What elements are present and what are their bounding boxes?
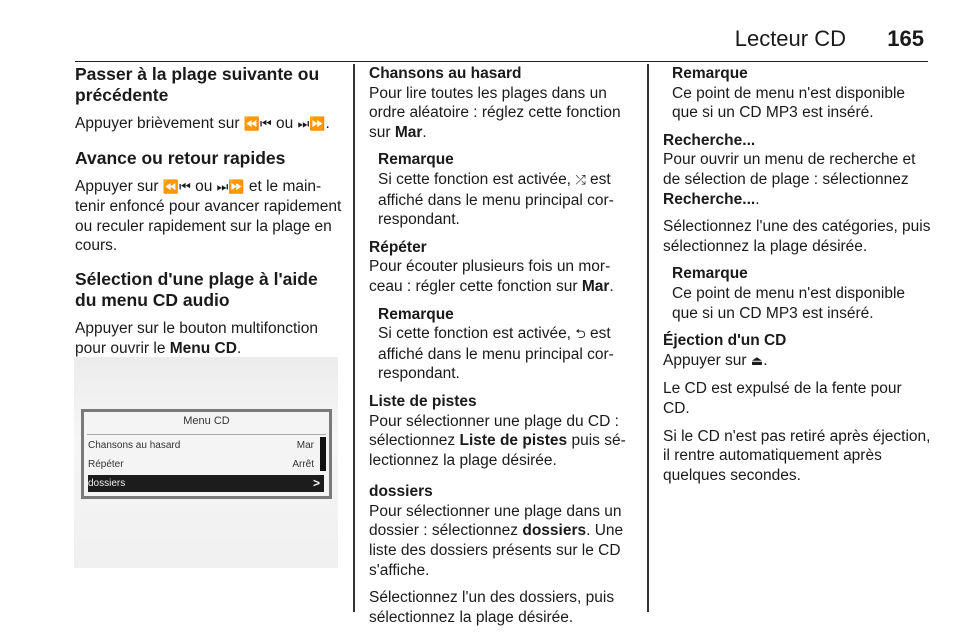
heading-select-track: Sélection d'une plage à l'aide du menu CD audio (75, 268, 318, 310)
menu-item-value: Arrêt (292, 459, 314, 470)
column-divider (647, 64, 649, 612)
shuffle-icon: ⤮ (575, 172, 586, 188)
menu-item-label: dossiers (88, 478, 126, 489)
column-2 (369, 64, 637, 635)
page-header (75, 24, 928, 62)
menu-title: Menu CD (183, 415, 230, 427)
menu-item-label: Chansons au hasard (88, 440, 181, 451)
eject-icon: ⏏ (750, 353, 764, 369)
note-mp3-only: Remarque Ce point de menu n'est disponible que si un CD MP3 est inséré. (672, 64, 931, 123)
chevron-right-icon: > (312, 476, 320, 490)
column-3 (663, 64, 931, 493)
heading-repeat: Répéter (369, 238, 427, 256)
paragraph-select-track: Appuyer sur le bouton multifonction pour ouvrir le Menu CD. (75, 319, 318, 357)
paragraph-folders: Pour sélectionner une plage dans un dossier : sélectionnez dossiers. Une liste des dossiers présents sur le CD s'affiche. (369, 502, 624, 579)
heading-eject: Éjection d'un CD (663, 332, 787, 350)
heading-next-track: Passer à la plage suivante ou précédente (75, 64, 320, 105)
paragraph-search-2: Sélectionnez l'une des catégories, puis sélectionnez la plage désirée. (663, 218, 931, 255)
page-title: Lecteur CD (734, 26, 846, 51)
menu-item-label: Répéter (88, 459, 124, 470)
menu-scrollbar[interactable] (320, 437, 326, 471)
column-divider (353, 64, 355, 612)
next-track-icon: ⏭⏩ (297, 117, 326, 132)
menu-item-shuffle[interactable] (88, 437, 318, 454)
paragraph-eject-2: Le CD est expulsé de la fente pour CD. (663, 380, 902, 417)
rewind-icon: ⏪⏮ (162, 179, 191, 195)
note-mp3-only-2: Remarque Ce point de menu n'est disponible que si un CD MP3 est inséré. (672, 264, 931, 323)
display-frame (81, 409, 332, 499)
menu-item-folders[interactable] (88, 475, 324, 492)
menu-item-repeat[interactable] (88, 456, 318, 473)
paragraph-eject-3: Si le CD n'est pas retiré après éjection, il rentre automatiquement après quelques secondes. (663, 427, 931, 484)
paragraph-track-list: Pour sélectionner une plage du CD : sélectionnez Liste de pistes puis sélectionnez la plage désirée. (369, 412, 626, 469)
note-shuffle: Remarque Si cette fonction est activée, ⤮ est affiché dans le menu principal correspondant. (378, 150, 637, 229)
note-title: Remarque (672, 65, 748, 82)
heading-folders: dossiers (369, 483, 433, 501)
fast-forward-icon: ⏭⏩ (216, 179, 245, 195)
menu-item-value: Mar (296, 440, 314, 451)
note-title: Remarque (672, 265, 748, 283)
paragraph-repeat: Pour écouter plusieurs fois un morceau : régler cette fonction sur Mar. (369, 258, 614, 295)
heading-fast-forward: Avance ou retour rapides (75, 147, 286, 168)
paragraph-fast-forward: Appuyer sur ⏪⏮ ou ⏭⏩ et le maintenir enfoncé pour avancer rapidement ou reculer rapidement sur la plage en cours. (75, 177, 342, 255)
paragraph-search: Pour ouvrir un menu de recherche et de sélection de plage : sélectionnez Recherche.... (663, 151, 916, 208)
previous-track-icon: ⏪⏮ (243, 117, 272, 132)
paragraph-next-track: Appuyer brièvement sur ⏪⏮ ou ⏭⏩. (75, 115, 330, 132)
heading-search: Recherche... (663, 131, 756, 149)
paragraph-eject: Appuyer sur ⏏. (663, 351, 768, 369)
heading-track-list: Liste de pistes (369, 392, 477, 410)
paragraph-shuffle: Pour lire toutes les plages dans un ordre aléatoire : réglez cette fonction sur Mar. (369, 84, 621, 141)
heading-shuffle: Chansons au hasard (369, 65, 522, 82)
menu-divider (87, 434, 326, 435)
menu-cd-screenshot (74, 357, 338, 568)
column-1 (75, 64, 343, 366)
note-title: Remarque (378, 305, 454, 323)
repeat-icon: ⮌ (575, 327, 586, 343)
page-number: 165 (887, 26, 924, 51)
paragraph-folders-2: Sélectionnez l'un des dossiers, puis sélectionnez la plage désirée. (369, 589, 615, 626)
note-repeat: Remarque Si cette fonction est activée, ⮌ est affiché dans le menu principal correspondant. (378, 305, 637, 384)
note-title: Remarque (378, 151, 454, 169)
